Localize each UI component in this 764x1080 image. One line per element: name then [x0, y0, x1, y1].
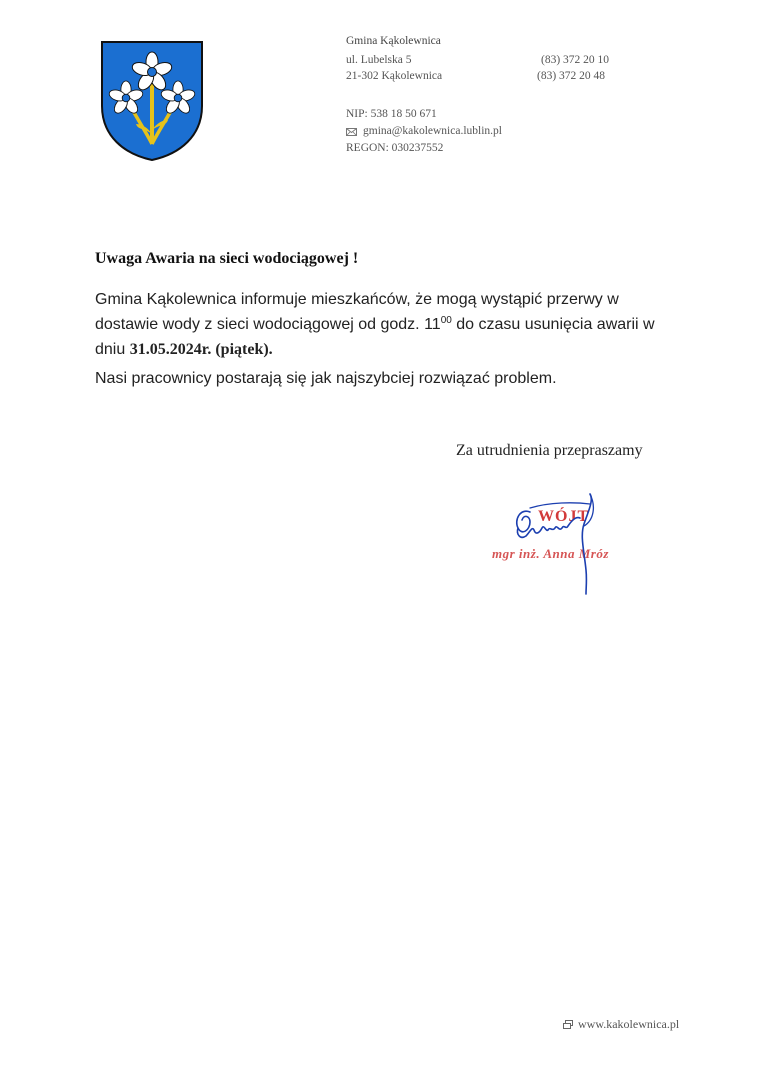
phone-number-2: (83) 372 20 48 [537, 70, 606, 82]
notice-text-part1: Gmina Kąkolewnica informuje mieszkańców, że mogą wystąpić przerwy w dostawie wody z sieci wodociągowej od godz. 11 [95, 291, 619, 333]
regon-number: REGON: 030237552 [346, 142, 444, 154]
notice-date: 31.05.2024r. (piątek). [129, 341, 273, 358]
handwritten-signature [500, 490, 610, 600]
nip-number: NIP: 538 18 50 671 [346, 108, 437, 120]
email-row [346, 123, 502, 140]
notice-text-part2: do czasu usunięcia awarii w dniu [95, 316, 655, 358]
apology-text: Za utrudnienia przepraszamy [456, 442, 643, 459]
postal-city: 21-302 Kąkolewnica [346, 70, 443, 82]
website-link[interactable]: www.kakolewnica.pl [578, 1017, 680, 1031]
web-link-icon [563, 1020, 573, 1029]
organization-name: Gmina Kąkolewnica [346, 35, 441, 47]
envelope-icon [346, 128, 357, 136]
street-address: ul. Lubelska 5 [346, 54, 412, 66]
coat-of-arms-icon [100, 40, 204, 162]
phone-number-1: (83) 372 20 10 [541, 54, 610, 66]
hour-superscript: 00 [440, 315, 452, 326]
footer-website [563, 1017, 679, 1032]
notice-heading: Uwaga Awaria na sieci wodociągowej ! [95, 250, 359, 267]
stamp-name: mgr inż. Anna Mróz [492, 546, 609, 561]
email-address[interactable]: gmina@kakolewnica.lublin.pl [363, 125, 502, 137]
notice-paragraph [95, 287, 685, 362]
stamp-title: WÓJT [538, 508, 590, 525]
staff-statement: Nasi pracownicy postarają się jak najszybciej rozwiązać problem. [95, 370, 557, 387]
